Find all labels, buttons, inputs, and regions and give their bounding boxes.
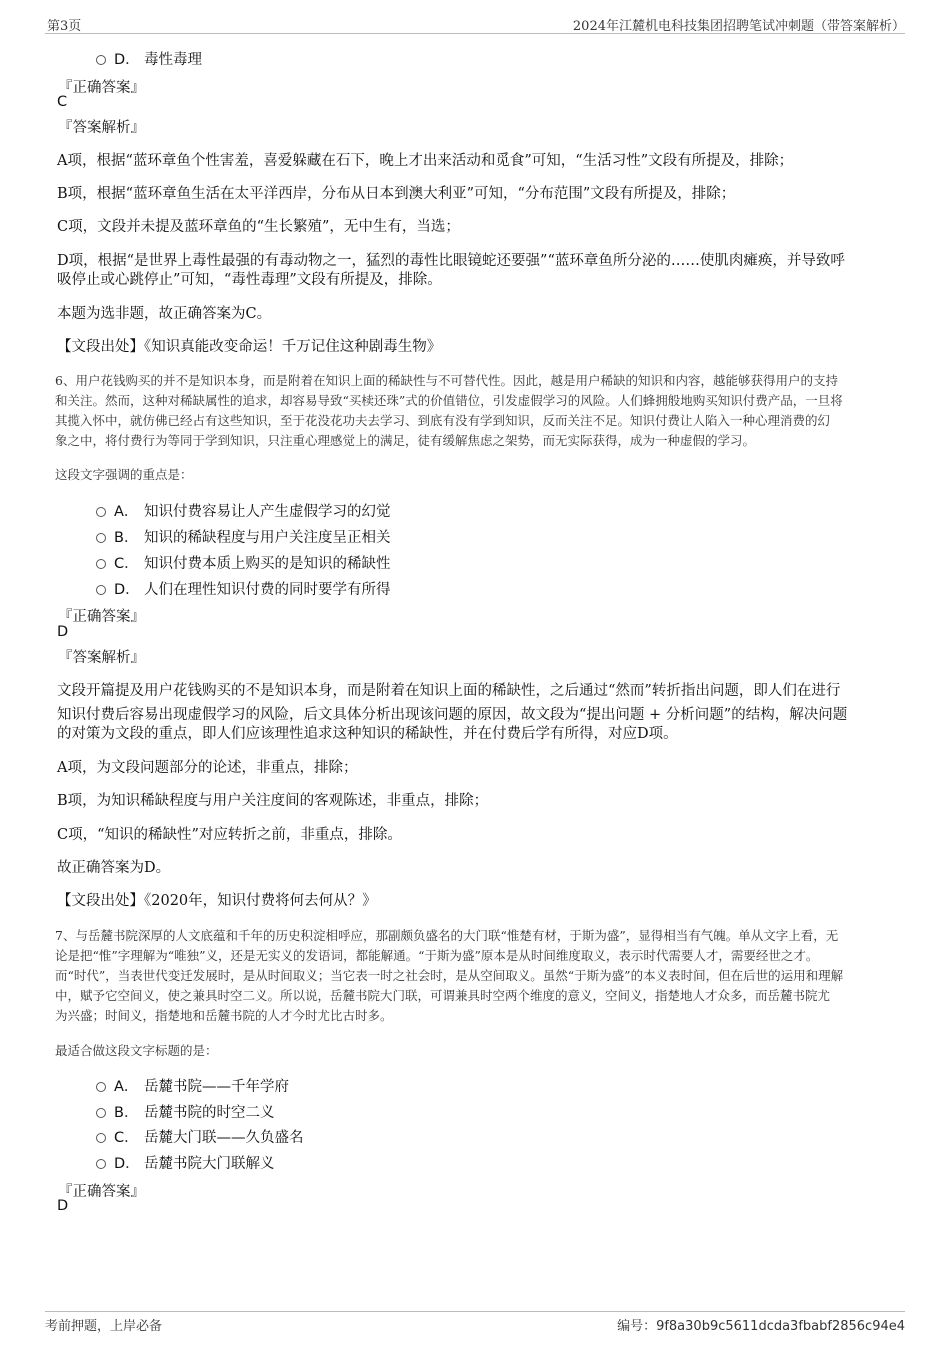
- q7-stem-line1: 7、与岳麓书院深厚的人文底蕴和千年的历史积淀相呼应，那副颇负盛名的大门联“惟楚有材，于斯为盛”，显得相当有气魄。单从文字上看，无: [55, 928, 839, 943]
- q7-answer-label: 『正确答案』: [58, 1184, 145, 1200]
- radio-icon[interactable]: [96, 1159, 106, 1169]
- q6-answer: D: [57, 624, 69, 640]
- q6-stem-line3: 其揽入怀中，就仿佛已经占有这些知识，至于花没花功夫去学习、到底有没有学到知识，反而关注不足。知识付费让人陷入一种心理消费的幻: [55, 413, 831, 428]
- radio-icon[interactable]: [96, 55, 106, 65]
- q6-analysis-a: A项，为文段问题部分的论述，非重点，排除；: [57, 760, 358, 776]
- radio-icon[interactable]: [96, 1082, 106, 1092]
- q6-stem-line1: 6、用户花钱购买的并不是知识本身，而是附着在知识上面的稀缺性与不可替代性。因此，越是用户稀缺的知识和内容，越能够获得用户的支持: [55, 373, 838, 388]
- q6-source: 【文段出处】《2020年，知识付费将何去何从？》: [57, 893, 377, 909]
- q7-stem-line5: 为兴盛；时间义，指楚地和岳麓书院的人才今时尤比古时多。: [55, 1008, 393, 1023]
- q5-option-d[interactable]: D． 毒性毒理: [96, 48, 202, 69]
- radio-icon[interactable]: [96, 507, 106, 517]
- q5-answer-label: 『正确答案』: [58, 80, 145, 96]
- radio-icon[interactable]: [96, 585, 106, 595]
- q5-answer: C: [57, 94, 68, 110]
- q7-answer: D: [57, 1198, 69, 1214]
- q6-analysis-main-line1: 文段开篇提及用户花钱购买的不是知识本身，而是附着在知识上面的稀缺性，之后通过“然而”转折指出问题，即人们在进行: [57, 683, 841, 699]
- q6-analysis-main-line2: 知识付费后容易出现虚假学习的风险，后文具体分析出现该问题的原因，故文段为“提出问题 + 分析问题”的结构，解决问题: [57, 707, 848, 723]
- q6-stem-line2: 和关注。然而，这种对稀缺属性的追求，却容易导致“买椟还珠”式的价值错位，引发虚假学习的风险。人们蜂拥般地购买知识付费产品，一旦将: [55, 393, 843, 408]
- radio-icon[interactable]: [96, 533, 106, 543]
- radio-icon[interactable]: [96, 559, 106, 569]
- q5-analysis-a: A项，根据“蓝环章鱼个性害羞，喜爱躲藏在石下，晚上才出来活动和觅食”可知，“生活习性”文段有所提及，排除；: [57, 153, 794, 169]
- q5-source: 【文段出处】《知识真能改变命运！千万记住这种剧毒生物》: [57, 339, 442, 355]
- q6-analysis-c: C项，“知识的稀缺性”对应转折之前，非重点，排除。: [57, 827, 402, 843]
- q5-analysis-d-line2: 吸停止或心跳停止”可知，“毒性毒理”文段有所提及，排除。: [57, 272, 442, 288]
- footer-slogan: 考前押题，上岸必备: [45, 1319, 163, 1334]
- q7-stem-line4: 中，赋予它空间义，使之兼具时空二义。所以说，岳麓书院大门联，可谓兼具时空两个维度的意义，空间义，指楚地人才众多，而岳麓书院尤: [55, 988, 831, 1003]
- q6-option-b[interactable]: B． 知识的稀缺程度与用户关注度呈正相关: [96, 526, 391, 547]
- q5-analysis-b: B项，根据“蓝环章鱼生活在太平洋西岸，分布从日本到澳大利亚”可知，“分布范围”文段有所提及，排除；: [57, 186, 736, 202]
- q5-analysis-d-line1: D项，根据“是世界上毒性最强的有毒动物之一，猛烈的毒性比眼镜蛇还要强”“蓝环章鱼所分泌的……使肌肉瘫痪，并导致呼: [57, 253, 845, 269]
- radio-icon[interactable]: [96, 1133, 106, 1143]
- q6-answer-label: 『正确答案』: [58, 609, 145, 625]
- q5-conclusion: 本题为选非题，故正确答案为C。: [57, 306, 272, 322]
- q7-option-b[interactable]: B． 岳麓书院的时空二义: [96, 1101, 275, 1122]
- q7-stem-line2: 论是把“惟”字理解为“唯独”义，还是无实义的发语词，都能解通。“于斯为盛”原本是从时间维度取义，表示时代需要人才，需要经世之才。: [55, 948, 819, 963]
- q6-option-d[interactable]: D． 人们在理性知识付费的同时要学有所得: [96, 578, 391, 599]
- q6-option-a[interactable]: A． 知识付费容易让人产生虚假学习的幻觉: [96, 500, 391, 521]
- q5-analysis-c: C项，文段并未提及蓝环章鱼的“生长繁殖”，无中生有，当选；: [57, 219, 460, 235]
- page-header: [45, 15, 905, 34]
- page-footer: [45, 1311, 905, 1334]
- q6-stem-line4: 象之中，将付费行为等同于学到知识，只注重心理感觉上的满足，徒有缓解焦虑之架势，而无实际获得，成为一种虚假的学习。: [55, 433, 756, 448]
- q7-question: 最适合做这段文字标题的是：: [55, 1043, 218, 1058]
- page-number: 第3页: [47, 19, 82, 34]
- radio-icon[interactable]: [96, 1108, 106, 1118]
- q7-option-d[interactable]: D． 岳麓书院大门联解义: [96, 1152, 275, 1173]
- q6-analysis-b: B项，为知识稀缺程度与用户关注度间的客观陈述，非重点，排除；: [57, 793, 489, 809]
- q6-analysis-main-line3: 的对策为文段的重点，即人们应该理性追求这种知识的稀缺性，并在付费后学有所得，对应D项。: [57, 726, 678, 742]
- q6-question: 这段文字强调的重点是：: [55, 467, 193, 482]
- q6-conclusion: 故正确答案为D。: [57, 860, 171, 876]
- q6-analysis-label: 『答案解析』: [58, 650, 145, 666]
- q7-option-c[interactable]: C． 岳麓大门联——久负盛名: [96, 1126, 304, 1147]
- q7-option-a[interactable]: A． 岳麓书院——千年学府: [96, 1075, 289, 1096]
- document-title: 2024年江麓机电科技集团招聘笔试冲刺题（带答案解析）: [572, 19, 905, 34]
- q5-analysis-label: 『答案解析』: [58, 120, 145, 136]
- q6-option-c[interactable]: C． 知识付费本质上购买的是知识的稀缺性: [96, 552, 391, 573]
- document-id: 编号：9f8a30b9c5611dcda3fbabf2856c94e4: [617, 1319, 905, 1334]
- q7-stem-line3: 而“时代”，当表世代变迁发展时，是从时间取义；当它表一时之社会时，是从空间取义。虽然“于斯为盛”的本义表时间，但在后世的运用和理解: [55, 968, 844, 983]
